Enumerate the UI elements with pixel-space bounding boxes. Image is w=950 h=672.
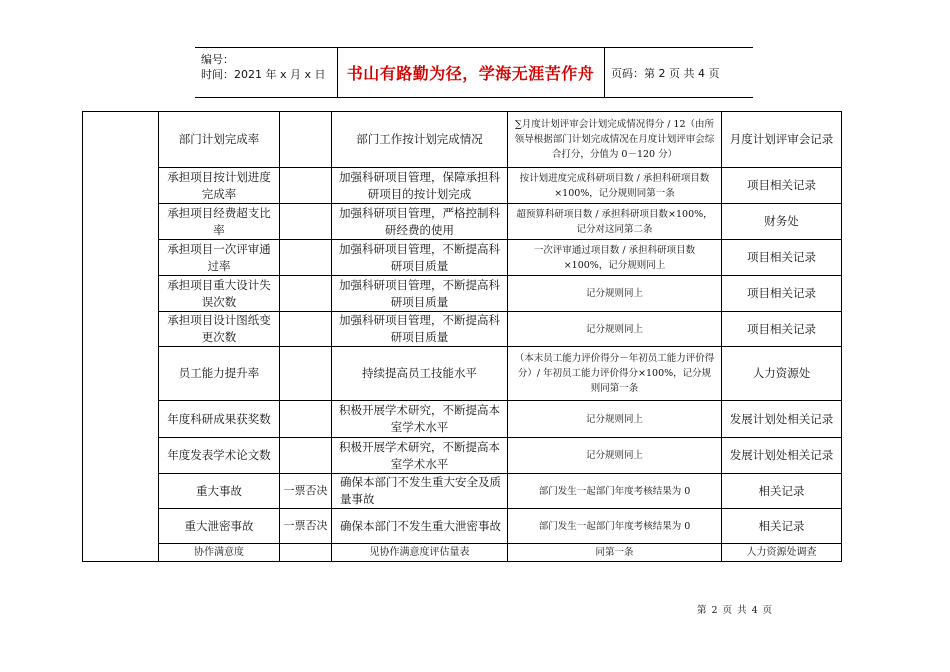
target-cell: 积极开展学术研究，不断提高本室学术水平 bbox=[332, 438, 508, 474]
record-cell: 发展计划处相关记录 bbox=[722, 401, 842, 438]
veto-cell bbox=[280, 312, 332, 347]
table-row bbox=[83, 438, 842, 474]
formula-cell: 记分规则同上 bbox=[508, 438, 722, 474]
target-cell: 确保本部门不发生重大泄密事故 bbox=[332, 509, 508, 544]
veto-cell: 一票否决 bbox=[280, 474, 332, 509]
formula-cell: 记分规则同上 bbox=[508, 401, 722, 438]
record-cell: 项目相关记录 bbox=[722, 312, 842, 347]
header-meta bbox=[201, 52, 326, 82]
indicator-cell: 承担项目按计划进度完成率 bbox=[159, 168, 280, 204]
table-row bbox=[83, 401, 842, 438]
veto-cell bbox=[280, 438, 332, 474]
target-cell: 加强科研项目管理，不断提高科研项目质量 bbox=[332, 312, 508, 347]
table-row bbox=[83, 204, 842, 240]
record-cell: 财务处 bbox=[722, 204, 842, 240]
indicator-cell: 承担项目重大设计失误次数 bbox=[159, 276, 280, 312]
table-row bbox=[83, 312, 842, 347]
table-row bbox=[83, 240, 842, 276]
record-cell: 发展计划处相关记录 bbox=[722, 438, 842, 474]
page-footer: 第 2 页 共 4 页 bbox=[697, 605, 774, 616]
indicator-cell: 承担项目一次评审通过率 bbox=[159, 240, 280, 276]
formula-cell: 记分规则同上 bbox=[508, 312, 722, 347]
header-divider bbox=[604, 48, 605, 97]
table-row bbox=[83, 112, 842, 168]
record-cell: 人力资源处调查 bbox=[722, 544, 842, 562]
kpi-table bbox=[82, 111, 842, 562]
indicator-cell: 重大泄密事故 bbox=[159, 509, 280, 544]
veto-cell bbox=[280, 240, 332, 276]
table-row bbox=[83, 276, 842, 312]
record-cell: 相关记录 bbox=[722, 474, 842, 509]
formula-cell: ∑月度计划评审会计划完成情况得分 / 12（由所领导根据部门计划完成情况在月度计划评审会综合打分，分值为 0－120 分） bbox=[508, 112, 722, 168]
indicator-cell: 承担项目经费超支比率 bbox=[159, 204, 280, 240]
target-cell: 加强科研项目管理，保障承担科研项目的按计划完成 bbox=[332, 168, 508, 204]
table-row bbox=[83, 474, 842, 509]
formula-cell: 记分规则同上 bbox=[508, 276, 722, 312]
veto-cell bbox=[280, 401, 332, 438]
table-row bbox=[83, 509, 842, 544]
target-cell: 加强科研项目管理，不断提高科研项目质量 bbox=[332, 240, 508, 276]
table-row bbox=[83, 347, 842, 401]
veto-cell bbox=[280, 204, 332, 240]
target-cell: 持续提高员工技能水平 bbox=[332, 347, 508, 401]
formula-cell: （本末员工能力评价得分－年初员工能力评价得分）/ 年初员工能力评价得分×100%，记分规则同第一条 bbox=[508, 347, 722, 401]
record-cell: 项目相关记录 bbox=[722, 240, 842, 276]
formula-cell: 部门发生一起部门年度考核结果为 0 bbox=[508, 509, 722, 544]
target-cell: 部门工作按计划完成情况 bbox=[332, 112, 508, 168]
record-cell: 项目相关记录 bbox=[722, 168, 842, 204]
indicator-cell: 年度发表学术论文数 bbox=[159, 438, 280, 474]
document-header bbox=[195, 47, 753, 98]
indicator-cell: 重大事故 bbox=[159, 474, 280, 509]
formula-cell: 超预算科研项目数 / 承担科研项目数×100%，记分对这同第二条 bbox=[508, 204, 722, 240]
record-cell: 人力资源处 bbox=[722, 347, 842, 401]
header-motto: 书山有路勤为径，学海无涯苦作舟 bbox=[346, 64, 595, 83]
record-cell: 月度计划评审会记录 bbox=[722, 112, 842, 168]
indicator-cell: 承担项目设计图纸变更次数 bbox=[159, 312, 280, 347]
veto-cell bbox=[280, 347, 332, 401]
veto-cell bbox=[280, 276, 332, 312]
record-cell: 项目相关记录 bbox=[722, 276, 842, 312]
document-number-label: 编号： bbox=[201, 53, 234, 66]
veto-cell bbox=[280, 168, 332, 204]
header-page-label: 页码：第 2 页 共 4 页 bbox=[611, 67, 720, 80]
document-time-label: 时间：2021 年 x 月 x 日 bbox=[201, 68, 326, 81]
indicator-cell: 员工能力提升率 bbox=[159, 347, 280, 401]
table-row bbox=[83, 544, 842, 562]
indicator-cell: 部门计划完成率 bbox=[159, 112, 280, 168]
target-cell: 见协作满意度评估量表 bbox=[332, 544, 508, 562]
table-row bbox=[83, 168, 842, 204]
veto-cell: 一票否决 bbox=[280, 509, 332, 544]
category-cell bbox=[83, 112, 159, 562]
target-cell: 加强科研项目管理，不断提高科研项目质量 bbox=[332, 276, 508, 312]
veto-cell bbox=[280, 544, 332, 562]
indicator-cell: 年度科研成果获奖数 bbox=[159, 401, 280, 438]
formula-cell: 一次评审通过项目数 / 承担科研项目数×100%，记分规则同上 bbox=[508, 240, 722, 276]
record-cell: 相关记录 bbox=[722, 509, 842, 544]
formula-cell: 部门发生一起部门年度考核结果为 0 bbox=[508, 474, 722, 509]
target-cell: 加强科研项目管理，严格控制科研经费的使用 bbox=[332, 204, 508, 240]
formula-cell: 同第一条 bbox=[508, 544, 722, 562]
target-cell: 积极开展学术研究，不断提高本室学术水平 bbox=[332, 401, 508, 438]
formula-cell: 按计划进度完成科研项目数 / 承担科研项目数×100%，记分规则同第一条 bbox=[508, 168, 722, 204]
target-cell: 确保本部门不发生重大安全及质量事故 bbox=[332, 474, 508, 509]
indicator-cell: 协作满意度 bbox=[159, 544, 280, 562]
veto-cell bbox=[280, 112, 332, 168]
